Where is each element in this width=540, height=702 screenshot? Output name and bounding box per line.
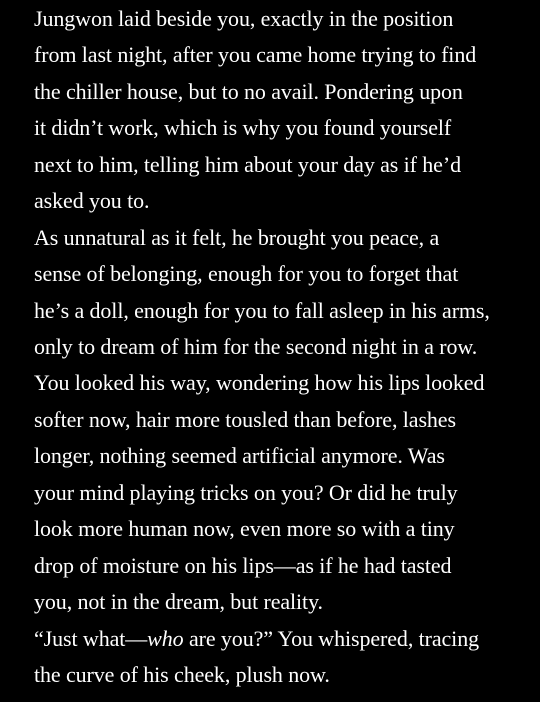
- text-line: the chiller house, but to no avail. Pondering upon: [34, 79, 463, 104]
- text-line: next to him, telling him about your day as if he’d: [34, 152, 461, 177]
- text-line: you, not in the dream, but reality.: [34, 589, 323, 614]
- dialogue-line: [34, 626, 479, 652]
- text-line: softer now, hair more tousled than before, lashes: [34, 407, 456, 432]
- text-line: Jungwon laid beside you, exactly in the position: [34, 6, 454, 31]
- text-line: the curve of his cheek, plush now.: [34, 662, 330, 687]
- text-line: You looked his way, wondering how his lips looked: [34, 370, 485, 395]
- text-line: drop of moisture on his lips—as if he had tasted: [34, 553, 452, 578]
- dialogue-start: “Just what—: [34, 626, 148, 651]
- emphasized-word: who: [147, 626, 184, 651]
- dialogue-end: are you?” You whispered, tracing: [183, 626, 479, 651]
- text-line: it didn’t work, which is why you found yourself: [34, 115, 452, 140]
- text-line: sense of belonging, enough for you to forget that: [34, 261, 459, 286]
- text-line: only to dream of him for the second night in a row.: [34, 334, 478, 359]
- text-line: from last night, after you came home trying to find: [34, 42, 477, 67]
- text-line: look more human now, even more so with a tiny: [34, 516, 455, 541]
- text-line: your mind playing tricks on you? Or did he truly: [34, 480, 458, 505]
- text-line: he’s a doll, enough for you to fall asleep in his arms,: [34, 298, 490, 323]
- text-line: asked you to.: [34, 188, 150, 213]
- text-line: As unnatural as it felt, he brought you peace, a: [34, 225, 440, 250]
- text-line: longer, nothing seemed artificial anymore. Was: [34, 443, 445, 468]
